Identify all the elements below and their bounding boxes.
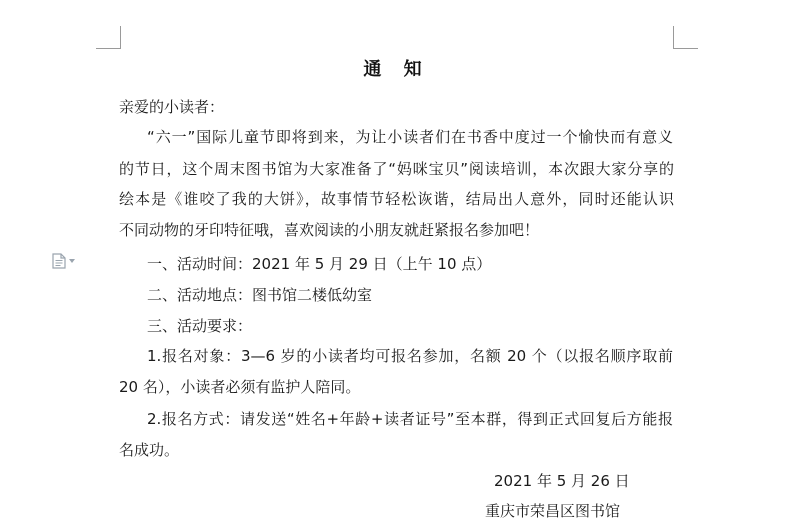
chevron-down-icon	[69, 259, 75, 263]
document-icon	[52, 253, 66, 269]
paragraph-options-button[interactable]	[52, 253, 78, 269]
salutation: 亲爱的小读者：	[119, 98, 225, 116]
requirement-2-line-1: 2.报名方式：请发送“姓名+年龄+读者证号”至本群，得到正式回复后方能报	[147, 410, 673, 428]
requirement-2-line-2: 名成功。	[119, 441, 180, 459]
body-line-2: 的节日，这个周末图书馆为大家准备了“妈咪宝贝”阅读培训，本次跟大家分享的	[119, 160, 674, 178]
requirement-1-line-1: 1.报名对象：3—6 岁的小读者均可报名参加，名额 20 个（以报名顺序取前	[147, 347, 673, 365]
body-line-4: 不同动物的牙印特征哦，喜欢阅读的小朋友就赶紧报名参加吧！	[119, 221, 540, 239]
issuer-name: 重庆市荣昌区图书馆	[485, 502, 621, 520]
item-activity-requirements: 三、活动要求：	[147, 317, 253, 335]
requirement-1-line-2: 20 名），小读者必须有监护人陪同。	[119, 378, 361, 396]
notice-date: 2021 年 5 月 26 日	[494, 472, 630, 490]
body-line-1: “六一”国际儿童节即将到来，为让小读者们在书香中度过一个愉快而有意义	[147, 128, 673, 146]
item-activity-time: 一、活动时间：2021 年 5 月 29 日（上午 10 点）	[147, 255, 492, 273]
item-activity-place: 二、活动地点：图书馆二楼低幼室	[147, 286, 373, 304]
document-title: 通 知	[363, 59, 430, 80]
page-corner-top-left	[96, 26, 121, 49]
body-line-3: 绘本是《谁咬了我的大饼》，故事情节轻松诙谐，结局出人意外，同时还能认识	[119, 190, 674, 208]
page-corner-top-right	[673, 26, 698, 49]
